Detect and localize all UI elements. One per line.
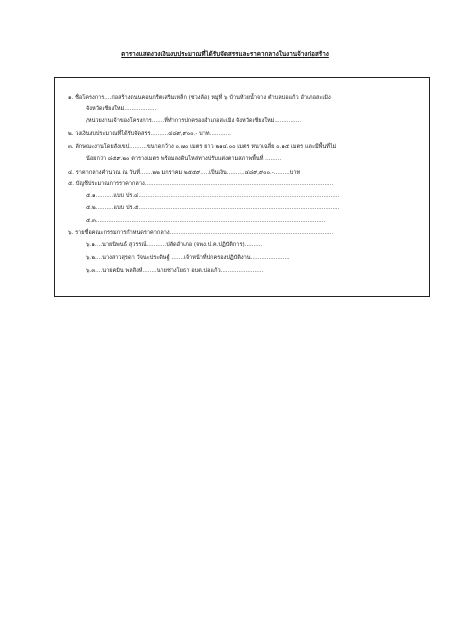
item-5-1: ๕.๑..........แบบ ปร.๔.................................................................................................................: [86, 193, 340, 199]
item-5-3: ๕.๓.................................................................................................................................: [86, 218, 326, 224]
item-6-2: ๖.๒....นางสาวสุรดา วัจนะประดิษฐ์ .......เจ้าหน้าที่ปกครองปฏิบัติงาน......................: [86, 255, 290, 261]
item-1-province: จังหวัดเชียงใหม่..................: [86, 106, 157, 112]
document-title: ตารางแสดงวงเงินงบประมาณที่ได้รับจัดสรรและราคากลางในงานจ้างก่อสร้าง: [121, 51, 329, 58]
item-4-median-price: ๔. ราคากลางคำนวณ ณ วันที่.......๒๒ มกราคม ๒๕๕๙.....เป็นเงิน..........๔๘๙,๙๐๐.-.........บาท: [68, 170, 301, 176]
item-1-owner-agency: /หน่วยงานเจ้าของโครงการ.......ที่ทำการปกครองอำเภอสะเมิง จังหวัดเชียงใหม่...............: [86, 118, 301, 124]
item-6-committee: ๖. รายชื่อคณะกรรมการกำหนดราคากลาง............................................................................................: [68, 230, 334, 236]
item-5-2: ๕.๒..........แบบ ปร.๕.................................................................................................................: [86, 205, 340, 211]
item-1-project-name: ๑. ชื่อโครงการ....ก่อสร้างถนนคอนกรีตเสริมเหล็ก (ช่วงล้อ) หมู่ที่ ๖ บ้านห้วยน้ำจาง ตำบลบ่อแก้ว อำเภอสะเมิง: [68, 95, 331, 101]
item-5-estimate-list: ๕. บัญชีประมาณการราคากลาง..........................................................................................................: [68, 181, 334, 187]
item-3-work-description: ๓. ลักษณะงานโดยสังเขป..........ขนาดกว้าง ๐.๗๐ เมตร ยาว ๒๑๔.๐๐ เมตร หนาเฉลี่ย ๐.๑๕ เมตร และมีพื้นที่ไม่: [68, 144, 337, 150]
item-6-3: ๖.๓....นายคมิน พลสิงห์........นายช่างโยธา อบต.บ่อแก้ว........................: [86, 268, 264, 274]
item-2-allocated-budget: ๒. วงเงินงบประมาณที่ได้รับจัดสรร..........๔๘๙,๙๐๐.- บาท............: [68, 131, 231, 137]
item-6-1: ๖.๑....นายนิพนธ์ สุวรรณ์...........ปลัดอำเภอ (จพง.ป.ค.ปฏิบัติการ)..........: [86, 242, 263, 248]
item-3-work-description-cont: น้อยกว่า ๘๕๙.๒๐ ตารางเมตร พร้อมลงดินไหล่ทางปรับแต่งตามสภาพพื้นที่ .........: [86, 156, 282, 162]
